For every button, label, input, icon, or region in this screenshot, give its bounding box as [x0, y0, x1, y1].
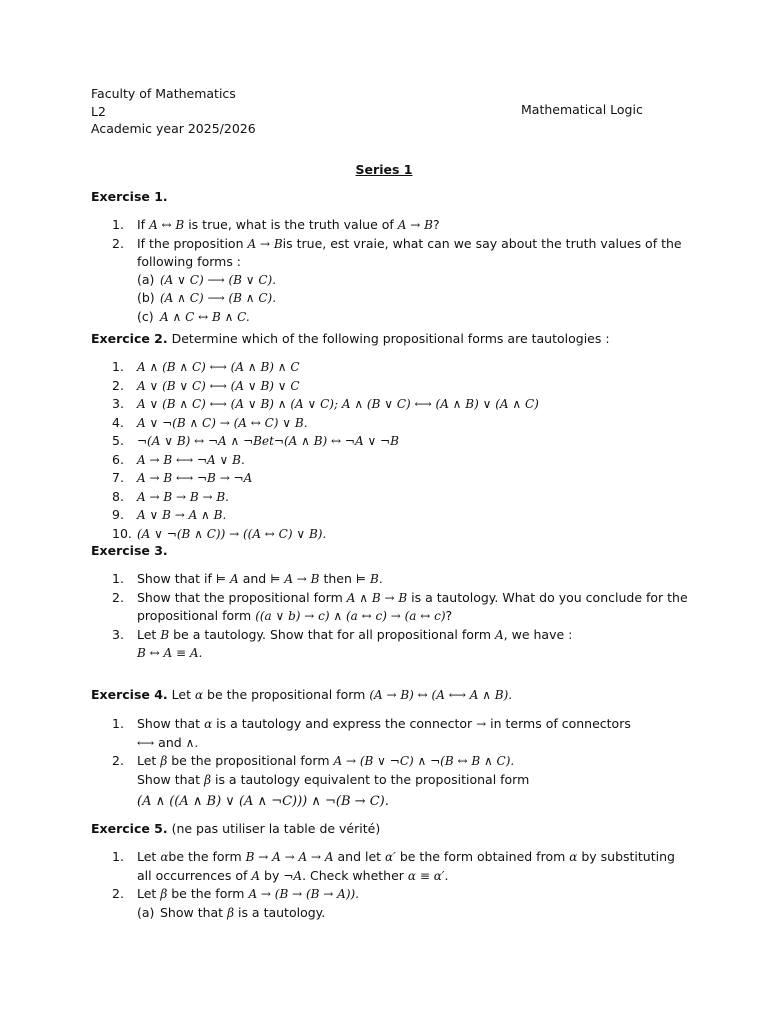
exercise-5-label: Exercice 5.	[91, 821, 168, 836]
formula: (A ∧ ((A ∧ B) ∨ (A ∧ ¬C))) ∧ ¬(B → C).	[137, 794, 389, 809]
exercise-3-label: Exercise 3.	[91, 543, 168, 558]
formula: ⟷	[137, 735, 155, 750]
item-number: 1.	[112, 716, 124, 731]
text: be the propositional form	[167, 753, 334, 768]
page-title: Series 1	[355, 162, 413, 177]
formula: α′	[385, 850, 396, 864]
sub-label: (a)	[137, 271, 155, 287]
exercise-5-list	[112, 848, 692, 922]
exercise-1-title	[91, 189, 168, 204]
formula: A → (B ∨ ¬C) ∧ ¬(B ↔ B ∧ C).	[333, 754, 515, 768]
item-number: 7.	[112, 470, 124, 485]
text: Show that if	[137, 571, 216, 586]
formula: α	[160, 850, 169, 864]
item-number: 6.	[112, 451, 124, 467]
formula: ∧.	[185, 735, 199, 750]
text: be the propositional form	[203, 687, 370, 702]
text: , we have :	[503, 626, 573, 642]
text: in terms of connectors	[486, 716, 631, 731]
text: .	[444, 867, 449, 883]
exercise-2-list	[112, 358, 692, 543]
text: ?	[432, 217, 440, 232]
formula: ⊨ A	[215, 572, 239, 586]
sub-label: (b)	[137, 290, 155, 305]
sub-item	[137, 289, 692, 308]
text: Show that the propositional form	[137, 589, 347, 605]
sub-line	[137, 734, 692, 753]
formula: α	[569, 850, 578, 864]
item-number: 10.	[112, 525, 132, 541]
text: is a tautology. What do you conclude for the propositional form	[137, 589, 688, 623]
formula: (A → B) ↔ (A ⟷ A ∧ B).	[369, 688, 513, 702]
text: is a tautology equivalent to the propositional form	[211, 771, 530, 787]
list-item	[112, 570, 692, 589]
exercise-5-intro: (ne pas utiliser la table de vérité)	[167, 821, 381, 836]
formula: A ∧ C ↔ B ∧ C.	[160, 309, 250, 324]
list-item	[112, 885, 692, 922]
text: be the form	[168, 849, 246, 864]
document-header	[91, 85, 256, 138]
formula: A ∨ ¬(B ∧ C) → (A ↔ C) ∨ B.	[137, 415, 308, 430]
item-number: 5.	[112, 433, 124, 448]
formula: α	[204, 717, 213, 731]
formula: A → (B → (B → A)).	[248, 887, 359, 901]
list-item	[112, 488, 692, 507]
list-item	[112, 469, 692, 488]
list-item	[112, 395, 692, 414]
text: . Check whether	[302, 867, 408, 883]
formula: (A ∧ C) ⟶ (B ∧ C).	[160, 291, 277, 305]
text: If the proposition	[137, 235, 248, 251]
formula: A ∨ B → A ∧ B.	[137, 508, 227, 522]
item-number: 1.	[112, 217, 124, 232]
exercise-2-title	[91, 331, 610, 346]
list-item	[112, 451, 692, 470]
formula: β	[160, 754, 168, 768]
formula: A → B ⟷ ¬B → ¬A	[137, 471, 253, 485]
text: Let	[137, 753, 161, 768]
sub-item	[137, 904, 692, 923]
list-item	[112, 506, 692, 525]
text: Let	[137, 626, 161, 642]
text: Show that	[160, 904, 228, 920]
formula: B → A → A → A	[245, 850, 334, 864]
list-item	[112, 626, 692, 663]
text: Show that	[137, 771, 205, 787]
sub-item	[137, 308, 692, 327]
text: is a tautology.	[234, 904, 326, 920]
formula: α ≡ α′	[407, 868, 445, 883]
sub-label: (a)	[137, 904, 155, 920]
item-number: 4.	[112, 414, 124, 430]
text: be the form obtained from	[395, 849, 570, 864]
text: is true, est vraie, what can we say about the truth values of the following forms :	[137, 235, 682, 269]
list-item	[112, 235, 692, 327]
exercise-1-list	[112, 216, 692, 326]
text: is true, what is the truth value of	[184, 217, 398, 232]
text: and	[154, 734, 186, 750]
exercise-2-label: Exercice 2.	[91, 331, 168, 346]
formula: (A ∨ C) ⟶ (B ∨ C).	[160, 272, 277, 287]
list-item	[112, 589, 692, 626]
text: be the form	[167, 886, 249, 901]
text: Let	[137, 886, 161, 901]
formula: ((a ∨ b) → c) ∧ (a ↔ c) → (a ↔ c)	[255, 609, 446, 623]
formula: A ∨ (B ∨ C) ⟷ (A ∨ B) ∨ C	[137, 378, 300, 393]
formula: β	[227, 905, 234, 920]
academic-year: Academic year 2025/2026	[91, 121, 256, 136]
formula: β	[204, 772, 211, 787]
text: and let	[333, 849, 386, 864]
item-number: 2.	[112, 235, 124, 251]
formula: B ↔ A ≡ A.	[137, 646, 203, 660]
text: by substituting all occurrences of	[137, 849, 675, 883]
item-number: 2.	[112, 886, 124, 901]
item-number: 2.	[112, 753, 124, 768]
formula: A → B → B → B.	[137, 489, 229, 504]
formula: A ∧ (B ∧ C) ⟷ (A ∧ B) ∧ C	[137, 360, 300, 374]
item-number: 2.	[112, 589, 124, 605]
formula: A	[494, 627, 504, 642]
exercise-1-label: Exercise 1.	[91, 189, 168, 204]
sub-line	[137, 644, 692, 663]
faculty-name: Faculty of Mathematics	[91, 86, 236, 101]
formula: A ∨ (B ∧ C) ⟷ (A ∨ B) ∧ (A ∨ C); A ∧ (B ∨ C) ⟷ (A ∧ B) ∨ (A ∧ C)	[137, 397, 539, 411]
formula: B	[160, 627, 170, 642]
list-item	[112, 525, 692, 544]
text: then	[319, 571, 356, 586]
formula: (A ∨ ¬(B ∧ C)) → ((A ↔ C) ∨ B).	[137, 526, 327, 541]
text: by	[260, 867, 284, 883]
formula: →	[476, 717, 487, 731]
text: be a tautology. Show that for all propositional form	[169, 626, 495, 642]
level: L2	[91, 103, 106, 119]
list-item	[112, 377, 692, 396]
formula: A → B	[247, 236, 283, 251]
exercise-4-title	[91, 687, 512, 702]
formula: A ↔ B	[149, 218, 185, 232]
text: Let	[137, 849, 161, 864]
item-number: 8.	[112, 488, 124, 504]
formula: A ∧ B → B	[346, 590, 408, 605]
item-number: 3.	[112, 626, 124, 642]
text: ?	[445, 608, 453, 623]
exercise-5-title	[91, 821, 380, 836]
formula: A → B ⟷ ¬A ∨ B.	[137, 452, 245, 467]
formula: β	[160, 887, 168, 901]
formula: A → B	[397, 218, 433, 232]
formula: α	[194, 688, 204, 702]
sub-item	[137, 271, 692, 290]
text: Let	[167, 687, 195, 702]
item-number: 2.	[112, 377, 124, 393]
item-number: 1.	[112, 359, 124, 374]
formula: ¬(A ∨ B) ↔ ¬A ∧ ¬Bet¬(A ∧ B) ↔ ¬A ∨ ¬B	[137, 434, 399, 448]
list-item	[112, 848, 692, 885]
item-number: 3.	[112, 396, 124, 411]
course-name: Mathematical Logic	[521, 102, 643, 117]
text: is a tautology and express the connector	[212, 716, 477, 731]
formula: ¬A	[283, 868, 303, 883]
sub-line	[137, 789, 692, 814]
list-item	[112, 432, 692, 451]
exercise-3-list	[112, 570, 692, 663]
exercise-3-title	[91, 543, 168, 558]
formula: A	[251, 868, 261, 883]
formula: ⊨ B.	[355, 572, 383, 586]
item-number: 1.	[112, 571, 124, 586]
text: If	[137, 217, 150, 232]
list-item	[112, 414, 692, 433]
sub-line	[137, 771, 692, 790]
list-item	[112, 358, 692, 377]
exercise-2-intro: Determine which of the following propositional forms are tautologies :	[167, 331, 610, 346]
list-item	[112, 715, 692, 752]
item-number: 9.	[112, 507, 124, 522]
list-item	[112, 216, 692, 235]
exercise-4-list	[112, 715, 692, 814]
text: Show that	[137, 716, 205, 731]
list-item	[112, 752, 692, 814]
item-number: 1.	[112, 849, 124, 864]
sub-label: (c)	[137, 308, 154, 324]
formula: ⊨ A → B	[270, 572, 320, 586]
text: and	[238, 571, 271, 586]
exercise-4-label: Exercise 4.	[91, 687, 168, 702]
